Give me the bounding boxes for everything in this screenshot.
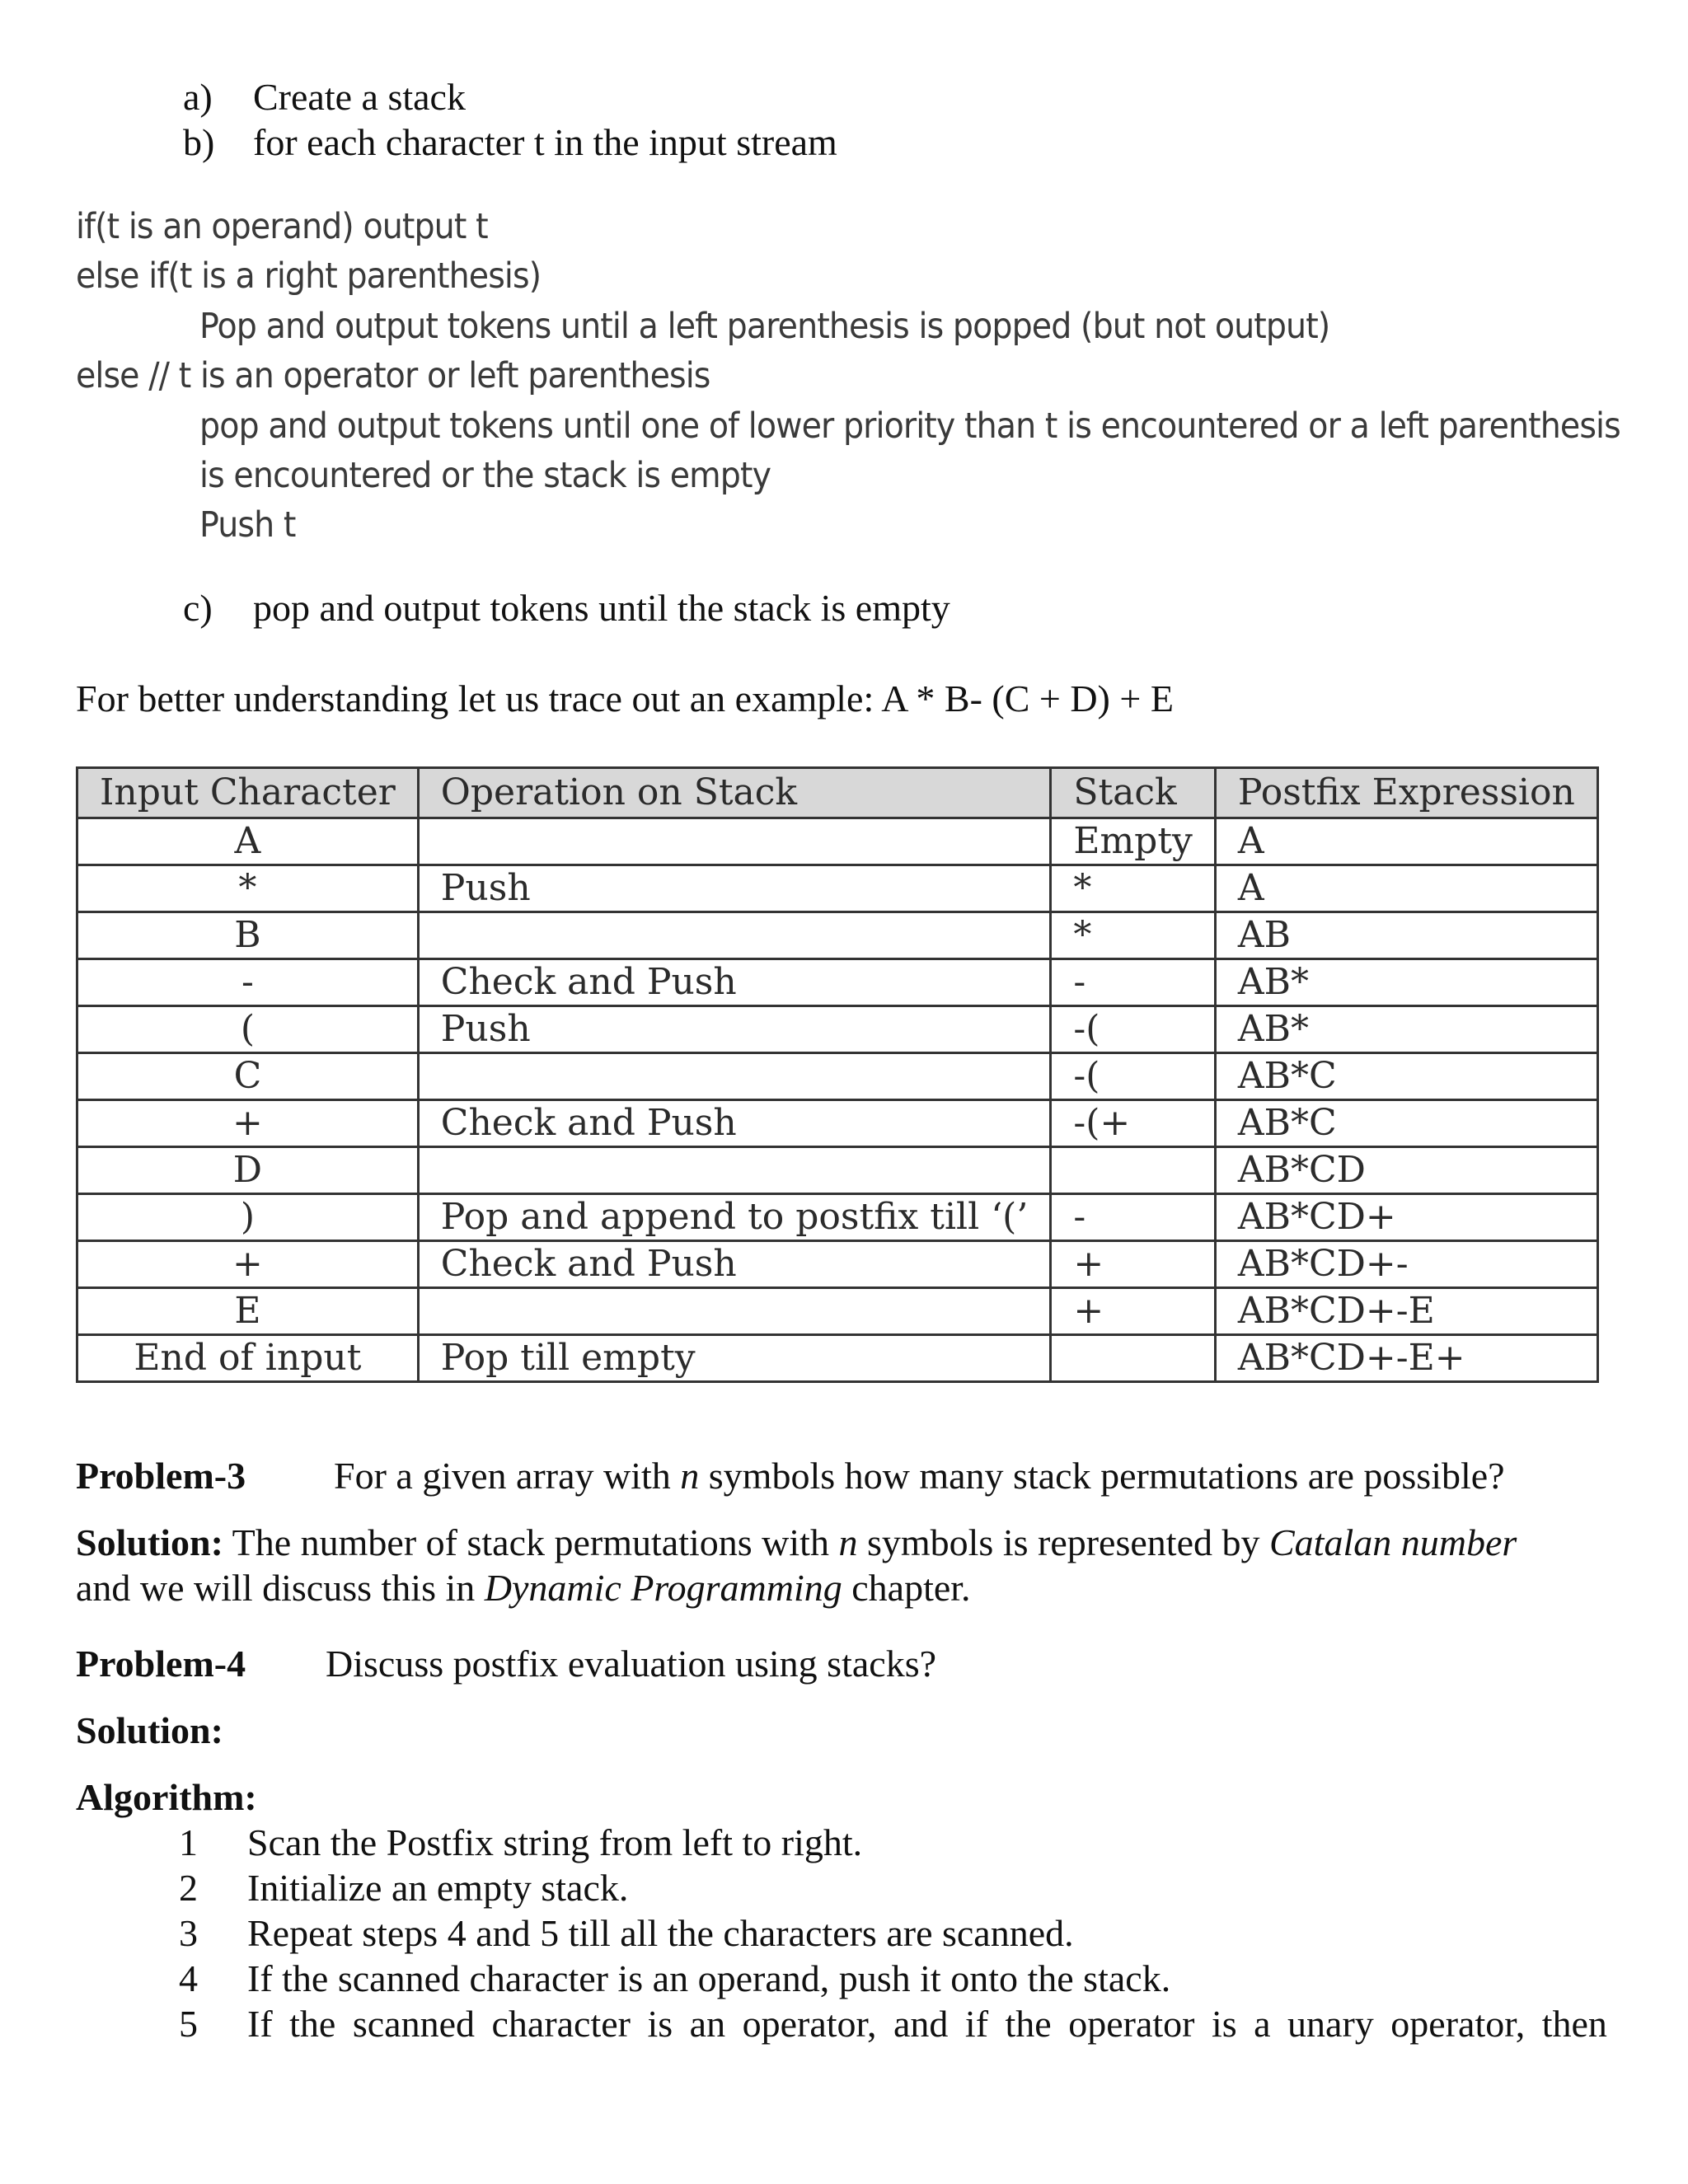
cell-postfix: AB*: [1215, 959, 1597, 1006]
table-row: [77, 1241, 1598, 1288]
cell-input: +: [77, 1100, 419, 1147]
cell-operation: Check and Push: [418, 1241, 1051, 1288]
cell-stack: -: [1051, 959, 1216, 1006]
cell-postfix: AB*CD+-E+: [1215, 1335, 1597, 1382]
problem-4-solution-label: Solution:: [76, 1709, 223, 1751]
algorithm-step-text: If the scanned character is an operand, push it onto the stack.: [247, 1957, 1171, 1999]
example-intro: For better understanding let us trace out an example: A * B- (C + D) + E: [76, 677, 1174, 719]
problem-3-s3: and we will discuss this in: [76, 1567, 485, 1609]
problem-4-title: Problem-4: [76, 1643, 246, 1685]
cell-postfix: AB*CD+-: [1215, 1241, 1597, 1288]
table-row: [77, 1100, 1598, 1147]
cell-operation: Check and Push: [418, 1100, 1051, 1147]
table-row: [77, 1006, 1598, 1053]
pseudo-line-3: Pop and output tokens until a left parenthesis is popped (but not output): [199, 306, 1330, 347]
pseudo-line-7: Push t: [199, 504, 296, 546]
cell-operation: Pop till empty: [418, 1335, 1051, 1382]
problem-3-label: [76, 1453, 246, 1499]
cell-stack: -(+: [1051, 1100, 1216, 1147]
algorithm-step-number: 3: [179, 1912, 198, 1954]
cell-operation: [418, 912, 1051, 959]
problem-3-s1: The number of stack permutations with: [223, 1521, 839, 1563]
cell-stack: -(: [1051, 1053, 1216, 1100]
algorithm-step-number: 2: [179, 1867, 198, 1909]
problem-3-q-pre: For a given array with: [334, 1455, 681, 1497]
algorithm-step: [124, 1820, 862, 1866]
problem-3-solution-label: Solution:: [76, 1521, 223, 1563]
algorithm-step-number: 5: [179, 2003, 198, 2045]
cell-postfix: AB: [1215, 912, 1597, 959]
algorithm-step: [124, 1956, 1170, 2002]
cell-operation: [418, 1288, 1051, 1335]
algorithm-step-text: Scan the Postfix string from left to right.: [247, 1821, 863, 1863]
cell-input: ): [77, 1194, 419, 1241]
cell-stack: *: [1051, 912, 1216, 959]
cell-stack: Empty: [1051, 818, 1216, 865]
problem-4-label: [76, 1641, 246, 1687]
cell-input: End of input: [77, 1335, 419, 1382]
cell-postfix: AB*CD: [1215, 1147, 1597, 1194]
header-input-character: Input Character: [77, 768, 419, 818]
step-a-marker: a): [183, 76, 213, 118]
cell-postfix: AB*C: [1215, 1053, 1597, 1100]
pseudo-line-1: if(t is an operand) output t: [76, 206, 488, 247]
table-row: [77, 1053, 1598, 1100]
table-row: [77, 865, 1598, 912]
step-c-marker: c): [183, 587, 213, 629]
cell-stack: [1051, 1335, 1216, 1382]
step-a-text: Create a stack: [253, 76, 466, 118]
cell-stack: [1051, 1147, 1216, 1194]
cell-postfix: A: [1215, 865, 1597, 912]
algorithm-step-text: Repeat steps 4 and 5 till all the characters are scanned.: [247, 1912, 1074, 1954]
header-stack: Stack: [1051, 768, 1216, 818]
cell-input: E: [77, 1288, 419, 1335]
problem-3-s2: symbols is represented by: [857, 1521, 1269, 1563]
trace-table: [76, 766, 1599, 1383]
problem-3-s4: chapter.: [842, 1567, 971, 1609]
cell-operation: Push: [418, 865, 1051, 912]
problem-4-question: Discuss postfix evaluation using stacks?: [326, 1643, 937, 1685]
table-header-row: [77, 768, 1598, 818]
pseudo-line-4: else // t is an operator or left parenthesis: [76, 355, 710, 396]
step-b-marker: b): [183, 121, 215, 163]
cell-stack: +: [1051, 1241, 1216, 1288]
cell-input: *: [77, 865, 419, 912]
algorithm-label: Algorithm:: [76, 1776, 257, 1818]
problem-3-dp: Dynamic Programming: [484, 1567, 842, 1609]
problem-3-catalan: Catalan number: [1268, 1521, 1517, 1563]
cell-stack: -: [1051, 1194, 1216, 1241]
problem-3-s-var: n: [838, 1521, 858, 1563]
step-b-text: for each character t in the input stream: [253, 121, 837, 163]
problem-3-title: Problem-3: [76, 1455, 246, 1497]
cell-stack: -(: [1051, 1006, 1216, 1053]
cell-postfix: A: [1215, 818, 1597, 865]
cell-input: D: [77, 1147, 419, 1194]
cell-operation: Push: [418, 1006, 1051, 1053]
algorithm-step: [124, 1865, 628, 1911]
cell-input: A: [77, 818, 419, 865]
step-a: [183, 74, 466, 120]
cell-operation: Pop and append to postfix till ‘(’: [418, 1194, 1051, 1241]
problem-3-question: [334, 1453, 1505, 1499]
pseudo-line-2: else if(t is a right parenthesis): [76, 255, 542, 297]
table-row: [77, 1335, 1598, 1382]
pseudo-line-5: pop and output tokens until one of lower priority than t is encountered or a left parenthesis: [199, 405, 1620, 447]
problem-3-q-var: n: [680, 1455, 700, 1497]
algorithm-step: [124, 2001, 1607, 2047]
table-row: [77, 1194, 1598, 1241]
cell-postfix: AB*C: [1215, 1100, 1597, 1147]
cell-operation: [418, 818, 1051, 865]
table-row: [77, 912, 1598, 959]
cell-stack: *: [1051, 865, 1216, 912]
table-row: [77, 959, 1598, 1006]
table-row: [77, 1147, 1598, 1194]
problem-3-solution-line-2: [76, 1565, 971, 1611]
cell-input: C: [77, 1053, 419, 1100]
algorithm-step-number: 1: [179, 1821, 198, 1863]
step-b: [183, 120, 837, 166]
algorithm-step: [124, 1910, 1074, 1957]
cell-input: +: [77, 1241, 419, 1288]
problem-3-q-post: symbols how many stack permutations are possible?: [699, 1455, 1505, 1497]
cell-operation: Check and Push: [418, 959, 1051, 1006]
cell-postfix: AB*CD+-E: [1215, 1288, 1597, 1335]
table-row: [77, 1288, 1598, 1335]
cell-input: (: [77, 1006, 419, 1053]
header-postfix: Postfix Expression: [1215, 768, 1597, 818]
cell-operation: [418, 1053, 1051, 1100]
table-row: [77, 818, 1598, 865]
step-c: [183, 585, 950, 631]
cell-operation: [418, 1147, 1051, 1194]
pseudo-line-6: is encountered or the stack is empty: [199, 455, 771, 496]
header-operation: Operation on Stack: [418, 768, 1051, 818]
cell-input: -: [77, 959, 419, 1006]
cell-input: B: [77, 912, 419, 959]
algorithm-step-number: 4: [179, 1957, 198, 1999]
step-c-text: pop and output tokens until the stack is empty: [253, 587, 950, 629]
cell-postfix: AB*CD+: [1215, 1194, 1597, 1241]
problem-3-solution-line-1: [76, 1520, 1589, 1566]
algorithm-step-text: If the scanned character is an operator, and if the operator is a unary operator, then: [247, 2003, 1607, 2045]
cell-stack: +: [1051, 1288, 1216, 1335]
cell-postfix: AB*: [1215, 1006, 1597, 1053]
algorithm-step-text: Initialize an empty stack.: [247, 1867, 629, 1909]
